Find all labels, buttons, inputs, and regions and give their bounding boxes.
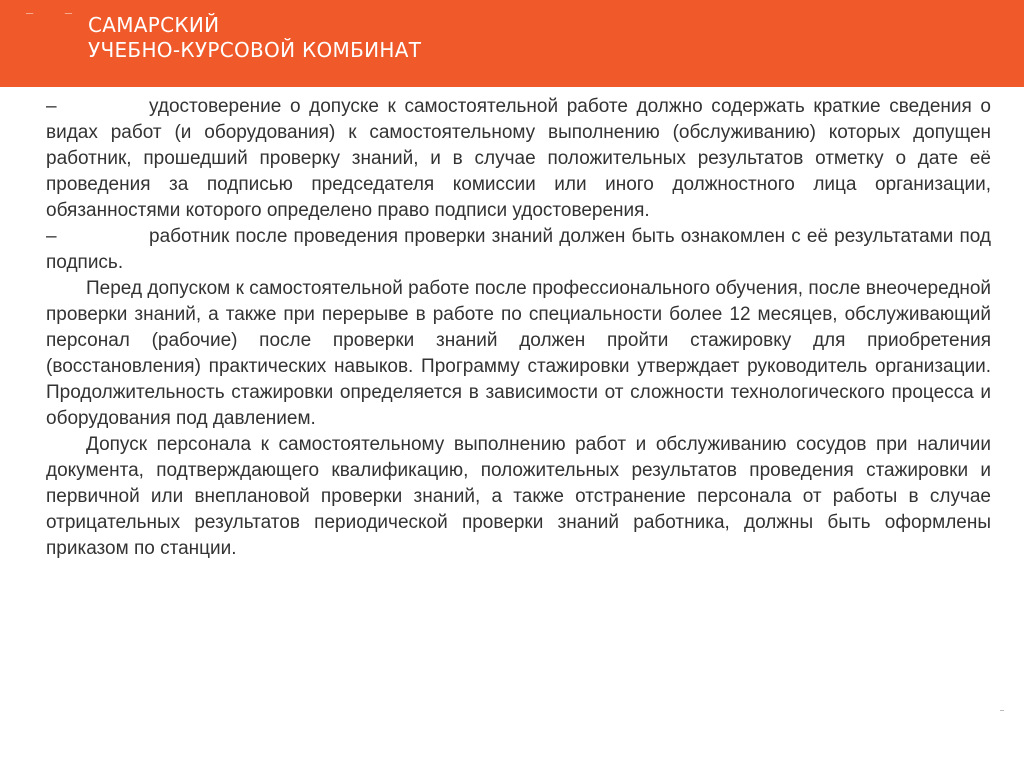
organization-title — [88, 13, 421, 63]
corner-mark — [1000, 710, 1004, 711]
paragraph-internship: Перед допуском к самостоятельной работе после профессионального обучения, после внеочередной проверки знаний, а также при перерыве в работе по специальности более 12 месяцев, обслуживающий персонал (рабочие) после проверки знаний должен пройти стажировку для приобретения (восстановления) практических навыков. Программу стажировки утверждает руководитель организации. Продолжительность стажировки определяется в зависимости от сложности технологического процесса и оборудования под давлением. — [46, 278, 991, 429]
list-item-certificate — [46, 94, 991, 224]
list-dash: – — [46, 226, 57, 247]
document-body — [46, 94, 991, 562]
list-item-acquaintance — [46, 224, 991, 276]
list-item-text: удостоверение о допуске к самостоятельной работе должно содержать краткие сведения о видах работ (и оборудования) к самостоятельному выполнению (обслуживанию) которых допущен работник, прошедший проверку знаний, и в случае положительных результатов отметку о дате её проведения за подписью председателя комиссии или иного должностного лица организации, обязанностями которого определено право подписи удостоверения. — [46, 96, 991, 221]
organization-title-line1: САМАРСКИЙ — [88, 13, 220, 37]
header-dashes: – – — [26, 5, 87, 20]
paragraph-admission: Допуск персонала к самостоятельному выполнению работ и обслуживанию сосудов при наличии документа, подтверждающего квалификацию, положительных результатов проведения стажировки и первичной или внеплановой проверки знаний, а также отстранение персонала от работы в случае отрицательных результатов периодической проверки знаний работника, должны быть оформлены приказом по станции. — [46, 434, 991, 559]
organization-title-line2: УЧЕБНО-КУРСОВОЙ КОМБИНАТ — [88, 38, 422, 62]
header-band — [0, 0, 1024, 87]
list-item-text: работник после проведения проверки знаний должен быть ознакомлен с её результатами под подпись. — [46, 226, 991, 273]
list-dash: – — [46, 96, 57, 117]
